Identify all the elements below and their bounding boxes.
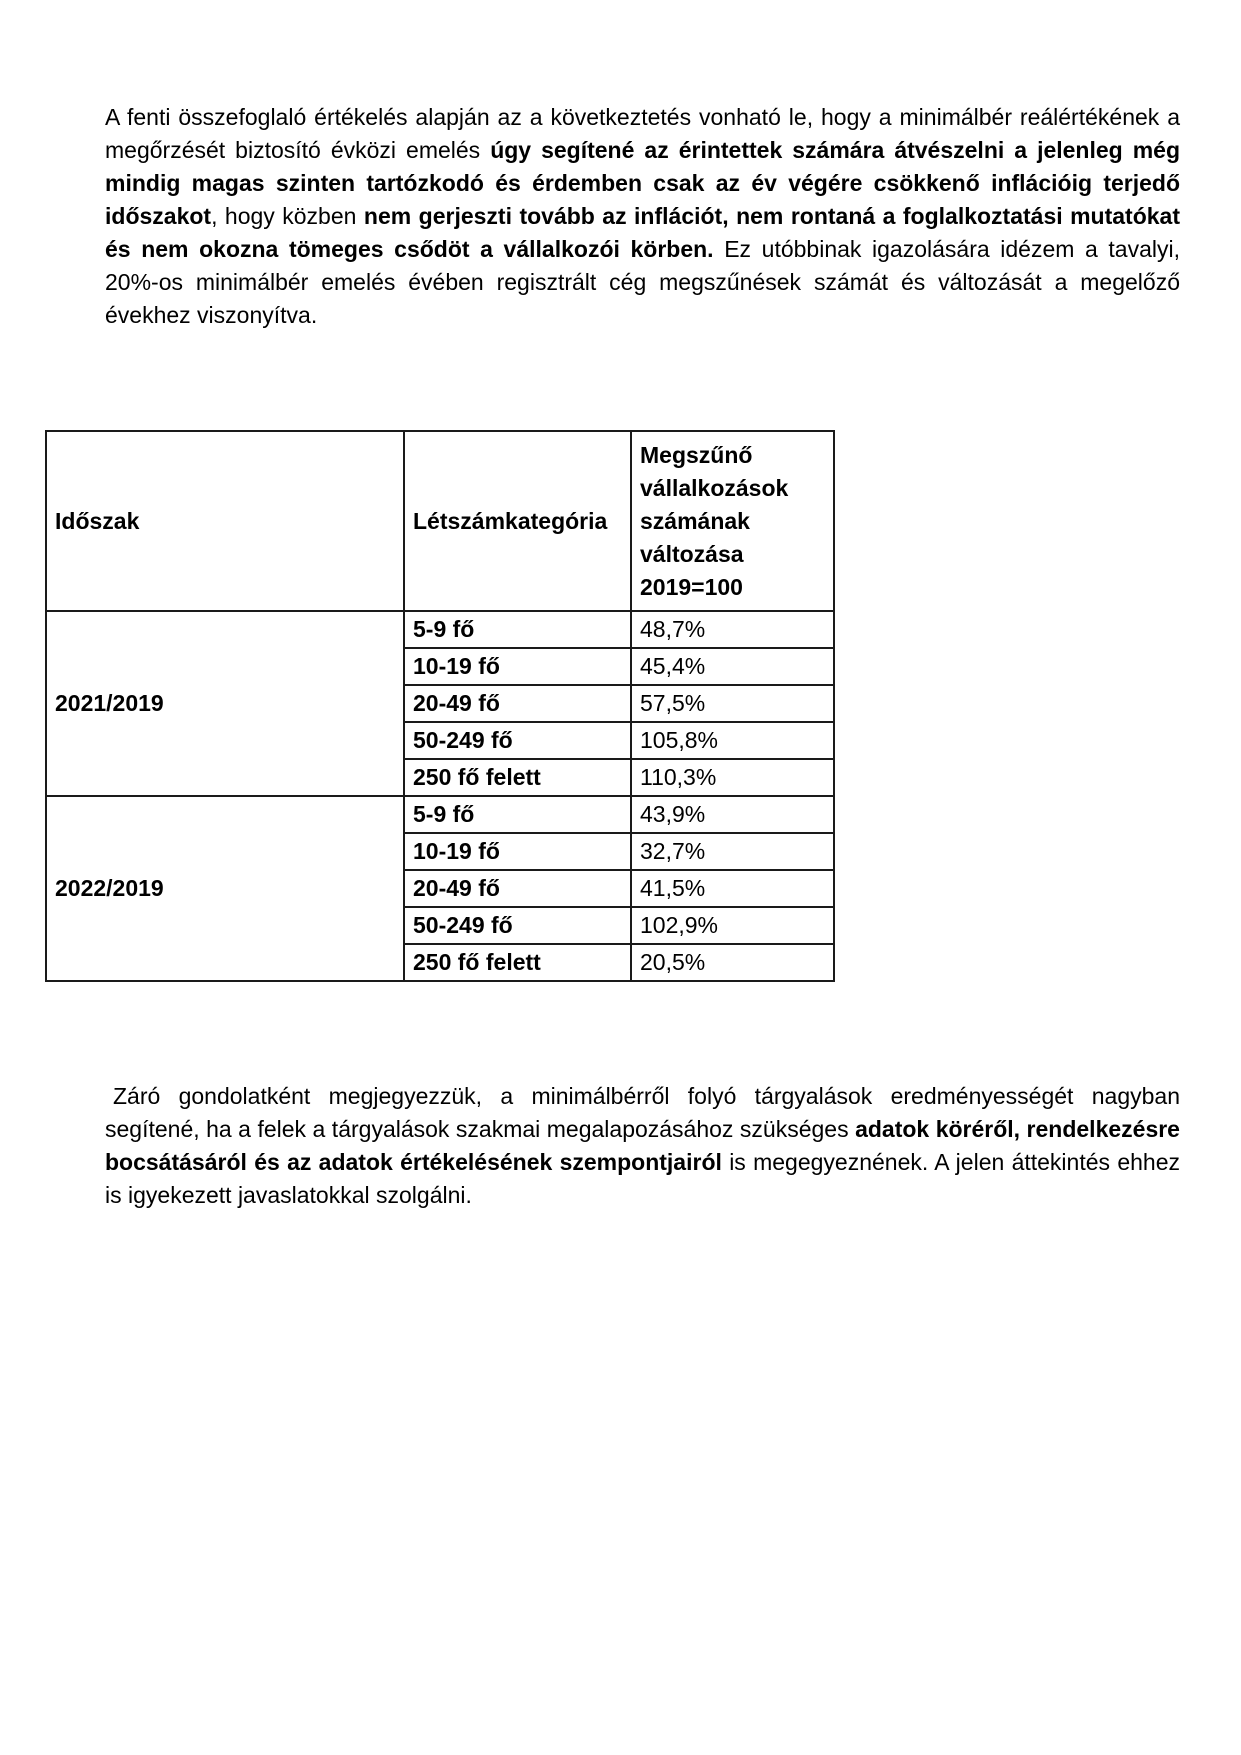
value-cell: 43,9% xyxy=(631,796,834,833)
intro-paragraph-segment: Ez utóbbinak igazolására idézem a tavalyi, 20%-os minimálbér emelés évében regisztrált cég megszűnések számát és változását a megelőző évekhez viszonyítva. xyxy=(105,236,1181,328)
category-cell: 20-49 fő xyxy=(404,685,631,722)
value-cell: 41,5% xyxy=(631,870,834,907)
intro-paragraph xyxy=(105,0,1180,332)
category-cell: 10-19 fő xyxy=(404,648,631,685)
table-row xyxy=(46,611,834,648)
value-cell: 110,3% xyxy=(631,759,834,796)
category-cell: 20-49 fő xyxy=(404,870,631,907)
closing-paragraph xyxy=(105,1080,1180,1212)
value-cell: 105,8% xyxy=(631,722,834,759)
intro-paragraph-segment-bold: nem gerjeszti tovább az inflációt, nem rontaná a foglalkoztatási mutatókat és nem okozna tömeges csődöt a vállalkozói körben. xyxy=(105,203,1180,262)
value-cell: 102,9% xyxy=(631,907,834,944)
category-cell: 250 fő felett xyxy=(404,759,631,796)
category-cell: 10-19 fő xyxy=(404,833,631,870)
column-header-period: Időszak xyxy=(46,431,404,611)
intro-paragraph-segment-bold: úgy segítené az érintettek számára átvészelni a jelenleg még mindig magas szinten tartózkodó és érdemben csak az év végére csökkenő inflációig terjedő időszakot xyxy=(105,137,1181,229)
column-header-size-category: Létszámkategória xyxy=(404,431,631,611)
value-cell: 32,7% xyxy=(631,833,834,870)
business-closures-table xyxy=(45,430,835,982)
category-cell: 5-9 fő xyxy=(404,796,631,833)
value-cell: 48,7% xyxy=(631,611,834,648)
table-row xyxy=(46,796,834,833)
table-header-row xyxy=(46,431,834,611)
category-cell: 50-249 fő xyxy=(404,722,631,759)
category-cell: 50-249 fő xyxy=(404,907,631,944)
value-cell: 20,5% xyxy=(631,944,834,981)
value-cell: 57,5% xyxy=(631,685,834,722)
intro-paragraph-segment: , hogy közben xyxy=(211,203,364,229)
category-cell: 250 fő felett xyxy=(404,944,631,981)
period-cell-2021-2019: 2021/2019 xyxy=(46,611,404,796)
column-header-closure-change: Megszűnő vállalkozások számának változása 2019=100 xyxy=(631,431,834,611)
intro-paragraph-segment: A fenti összefoglaló értékelés alapján az a következtetés vonható le, hogy a minimálbér reálértékének a megőrzését biztosító évközi emelés xyxy=(105,104,1180,163)
period-cell-2022-2019: 2022/2019 xyxy=(46,796,404,981)
closing-paragraph-segment: Záró gondolatként megjegyezzük, a minimálbérről folyó tárgyalások eredményességét nagyban segítené, ha a felek a tárgyalások szakmai megalapozásához szükséges xyxy=(105,1083,1180,1142)
value-cell: 45,4% xyxy=(631,648,834,685)
closing-paragraph-segment: is megegyeznének. A jelen áttekintés ehhez is igyekezett javaslatokkal szolgálni. xyxy=(105,1149,1180,1208)
closing-paragraph-segment-bold: adatok köréről, rendelkezésre bocsátásáról és az adatok értékelésének szempontjairól xyxy=(105,1116,1180,1175)
category-cell: 5-9 fő xyxy=(404,611,631,648)
